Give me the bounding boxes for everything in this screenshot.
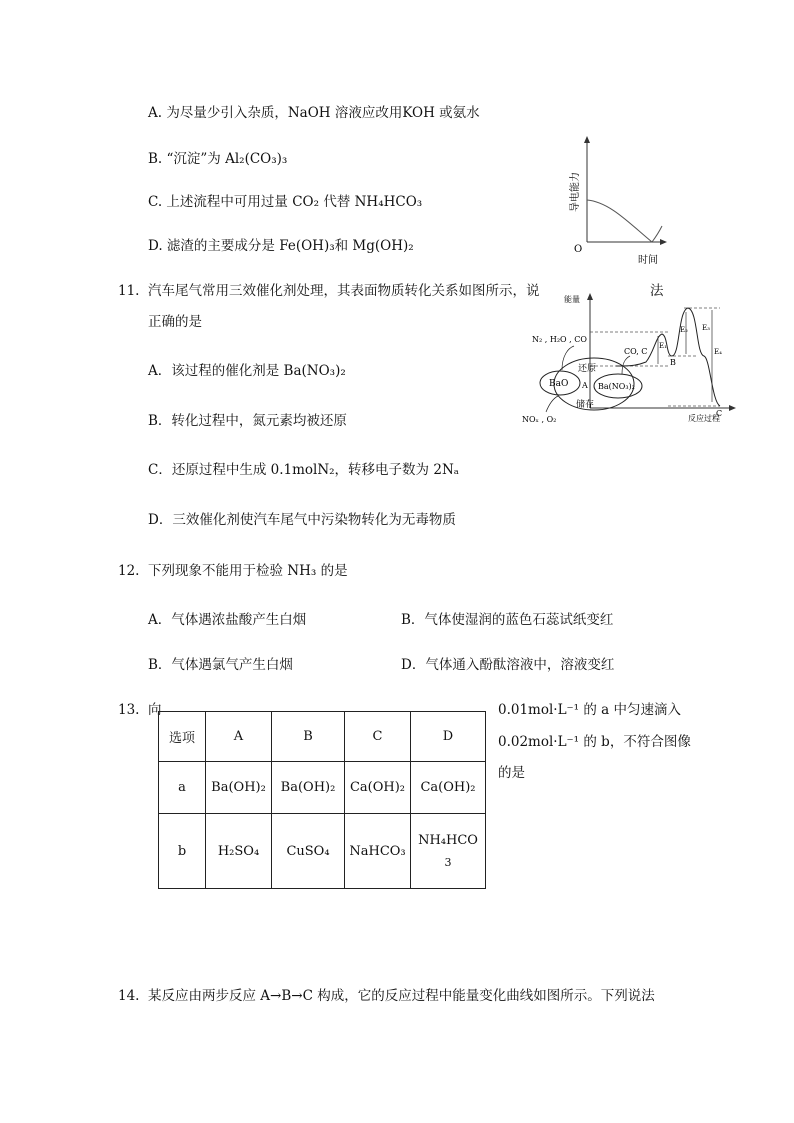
q11-stem-line2: 正确的是 [148,314,202,330]
q11-option-b: B．转化过程中，氮元素均被还原 [148,413,347,429]
graph-origin: O [574,244,583,255]
q13-right-line1: 0.01mol·L⁻¹ 的 a 中匀速滴入 [498,702,682,718]
figure-reaction-label: 反应过程 [688,414,720,423]
q12-option-d: D．气体通入酚酞溶液中，溶液变红 [401,657,615,673]
figure-bao: BaO [549,379,569,389]
table-cell: Ca(OH)₂ [345,762,411,814]
figure-e2: E₂ [680,326,688,334]
table-cell: b [159,814,206,889]
q12-option-b1: B．气体使湿润的蓝色石蕊试纸变红 [401,612,614,628]
figure-e4: E₄ [714,348,722,356]
table-cell: C [345,712,411,762]
table-cell: A [206,712,272,762]
q12-stem: 下列现象不能用于检验 NH₃ 的是 [148,563,348,579]
table-row [159,814,486,889]
figure-reduce: 还原 [578,364,597,374]
graph-y-label: 导电能力 [570,172,581,212]
q14-number: 14. [118,988,140,1004]
table-cell: Ba(OH)₂ [206,762,272,814]
table-cell-line: 3 [444,856,452,869]
q10-option-c: C. 上述流程中可用过量 CO₂ 代替 NH₄HCO₃ [148,194,423,210]
table-cell: D [411,712,486,762]
table-cell: NaHCO₃ [345,814,411,889]
figure-co-label: CO, C [624,347,648,356]
q11-stem-line1: 汽车尾气常用三效催化剂处理，其表面物质转化关系如图所示，说 [148,283,540,299]
q10-option-a: A. 为尽量少引入杂质，NaOH 溶液应改用KOH 或氨水 [148,105,480,121]
q13-options-table [158,711,486,889]
figure-top-left: N₂ , H₂O , CO [532,335,587,344]
q13-right-line3: 的是 [498,765,525,781]
q13-right-line2: 0.02mol·L⁻¹ 的 b，不符合图像 [498,734,691,750]
table-cell: Ca(OH)₂ [411,762,486,814]
table-cell: CuSO₄ [272,814,345,889]
table-cell-line: NH₄HCO [418,833,478,848]
table-cell: 选项 [159,712,206,762]
q12-option-b2: B．气体遇氯气产生白烟 [148,657,293,673]
q11-option-c: C．还原过程中生成 0.1molN₂，转移电子数为 2Nₐ [148,462,459,478]
q13-number: 13. [118,702,140,718]
q14-stem: 某反应由两步反应 A→B→C 构成，它的反应过程中能量变化曲线如图所示。下列说法 [148,988,655,1004]
figure-nox: NOₓ , O₂ [522,415,557,424]
table-cell [411,814,486,889]
table-cell: B [272,712,345,762]
q11-number: 11. [118,283,140,299]
q12-option-a: A．气体遇浓盐酸产生白烟 [148,612,307,628]
q10-option-b: B. “沉淀”为 Al₂(CO₃)₃ [148,151,288,167]
q11-option-a: A．该过程的催化剂是 Ba(NO₃)₂ [148,363,346,379]
table-row [159,762,486,814]
q11-option-d: D．三效催化剂使汽车尾气中污染物转化为无毒物质 [148,512,456,528]
figure-e1: E₁ [659,342,667,350]
q10-option-d: D. 滤渣的主要成分是 Fe(OH)₃和 Mg(OH)₂ [148,238,414,254]
table-cell: a [159,762,206,814]
conductivity-graph [560,134,670,270]
table-cell: Ba(OH)₂ [272,762,345,814]
q12-number: 12. [118,563,140,579]
figure-point-b: B [670,358,676,367]
figure-point-a: A [582,381,588,390]
table-cell: H₂SO₄ [206,814,272,889]
q11-stem-tail: 法 [650,283,664,299]
catalyst-energy-figure [518,290,740,430]
figure-point-c: C [716,409,723,418]
figure-energy-label: 能量 [564,295,580,304]
graph-x-label: 时间 [638,255,658,266]
table-header-row [159,712,486,762]
figure-e3: E₃ [702,324,710,332]
q13-stem-start: 向 [148,702,162,718]
figure-bano3: Ba(NO₃)₂ [598,382,635,391]
figure-store: 储存 [576,400,595,410]
